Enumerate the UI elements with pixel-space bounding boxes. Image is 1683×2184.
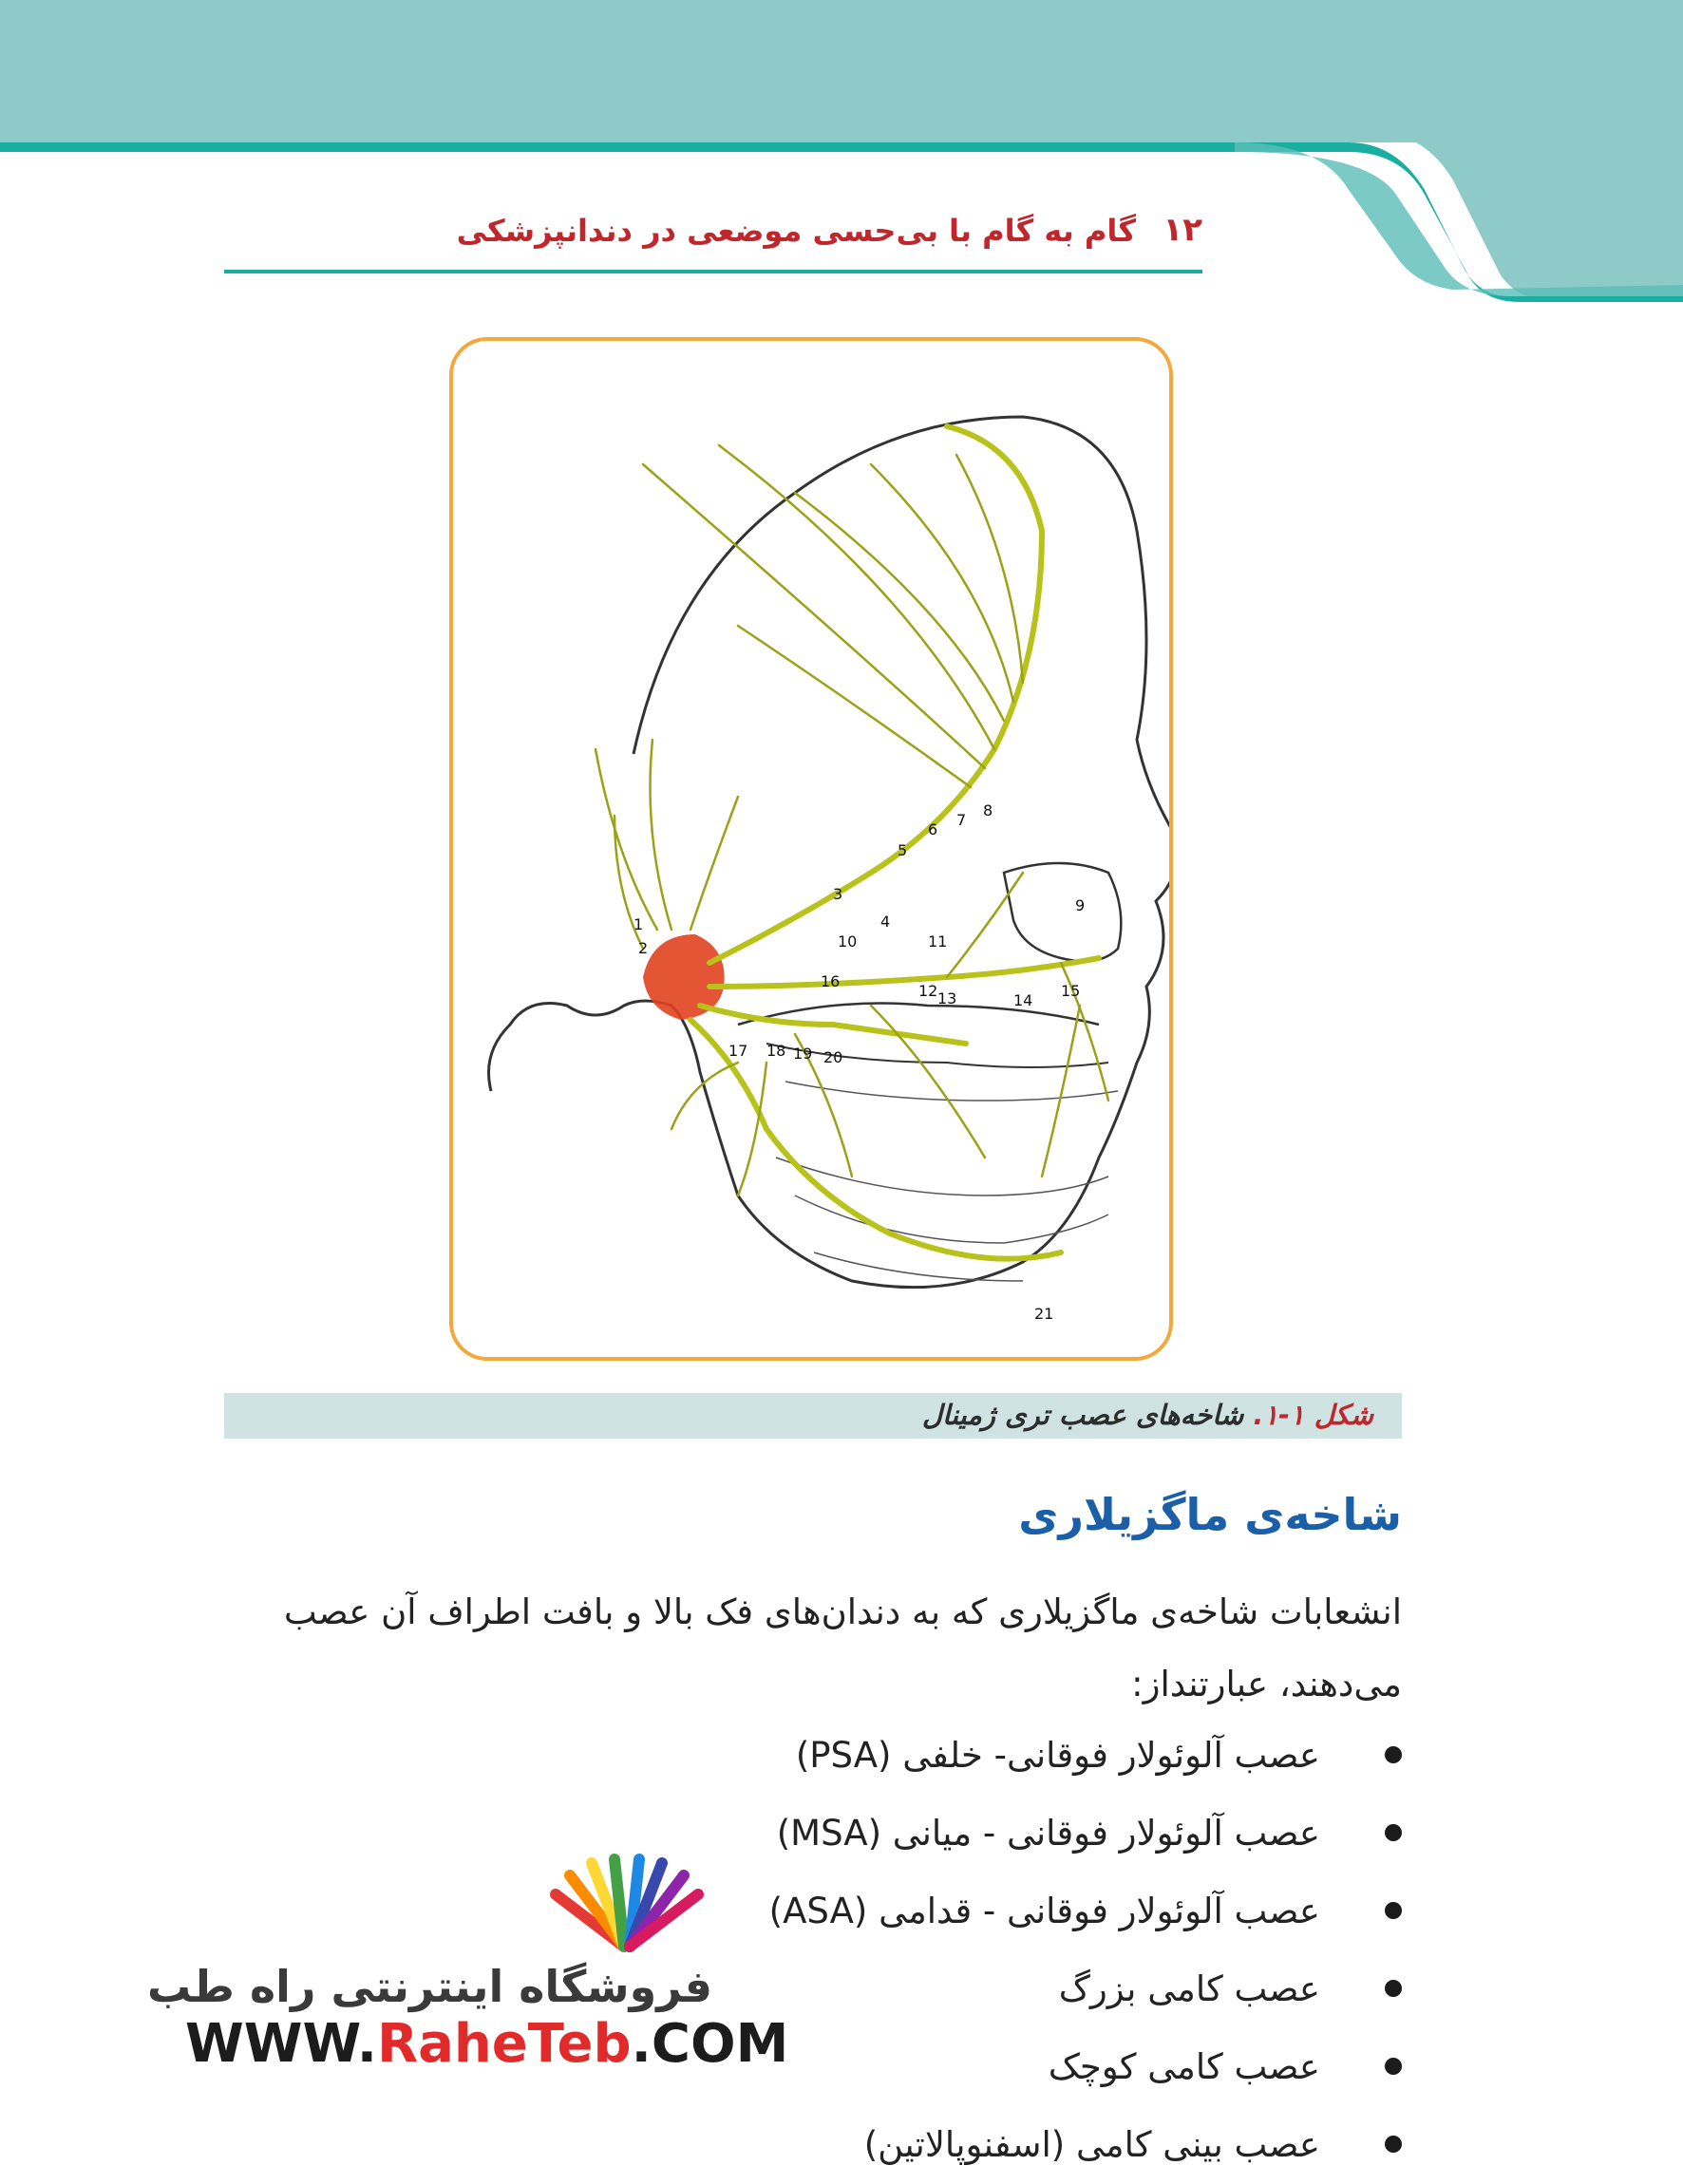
bullet-icon (1385, 1980, 1402, 1997)
figure-title: شاخه‌های عصب تری ژمینال (921, 1399, 1244, 1431)
header-rule (224, 270, 1202, 273)
nerve-label-20: 20 (823, 1048, 843, 1066)
nerve-label-3: 3 (833, 885, 843, 903)
nerve-label-15: 15 (1061, 982, 1081, 1000)
bullet-icon (1385, 1824, 1402, 1841)
nerve-label-16: 16 (821, 972, 841, 990)
figure-caption (224, 1393, 1402, 1439)
store-url (185, 2013, 789, 2075)
store-url-suffix: .COM (631, 2013, 789, 2075)
figure-caption-text (922, 1399, 1373, 1431)
trigeminal-nerve-illustration (453, 341, 1169, 1357)
book-title: گام به گام با بی‌حسی موضعی در دندانپزشکی (456, 213, 1136, 249)
nerve-label-17: 17 (728, 1042, 748, 1060)
bullet-icon (1385, 2136, 1402, 2153)
bullet-icon (1385, 1746, 1402, 1763)
list-item (769, 1950, 1402, 2028)
nerve-label-11: 11 (928, 932, 948, 951)
nerve-label-5: 5 (898, 841, 908, 859)
figure-number: شکل ۱-۱. (1253, 1399, 1373, 1431)
nerve-label-8: 8 (983, 801, 993, 819)
nerve-label-12: 12 (918, 982, 938, 1000)
running-head (224, 201, 1202, 272)
page-number: ۱۲ (1163, 211, 1202, 249)
list-item-text: عصب بینی کامی (اسفنوپالاتین) (863, 2124, 1320, 2165)
list-item (769, 2028, 1402, 2106)
store-url-brand: RaheTeb (377, 2013, 632, 2075)
nerve-label-18: 18 (766, 1042, 786, 1060)
bullet-icon (1385, 2058, 1402, 2075)
list-item-text: عصب آلوئولار فوقانی - میانی (MSA) (776, 1813, 1320, 1854)
bullet-icon (1385, 1902, 1402, 1919)
nerve-label-10: 10 (838, 932, 858, 951)
nerve-label-21: 21 (1034, 1305, 1054, 1323)
store-name: فروشگاه اینترنتی راه طب (146, 1961, 712, 2012)
nerve-label-19: 19 (793, 1045, 813, 1063)
figure-frame (449, 337, 1173, 1361)
list-item-text: عصب آلوئولار فوقانی - قدامی (ASA) (768, 1891, 1320, 1931)
nerve-label-14: 14 (1013, 991, 1033, 1009)
list-item (769, 1795, 1402, 1873)
intro-paragraph-line-1: انشعابات شاخه‌ی ماگزیلاری که به دندان‌های فک بالا و بافت اطراف آن عصب (283, 1591, 1402, 1632)
list-item-text: عصب کامی کوچک (1048, 2046, 1320, 2087)
list-item (769, 2106, 1402, 2184)
section-heading: شاخه‌ی ماگزیلاری (1018, 1489, 1402, 1540)
list-item-text: عصب آلوئولار فوقانی- خلفی (PSA) (795, 1735, 1320, 1776)
intro-paragraph-line-2: می‌دهند، عبارتنداز: (1131, 1664, 1402, 1704)
nerve-label-6: 6 (928, 820, 938, 838)
nerve-label-13: 13 (937, 989, 957, 1007)
nerve-label-1: 1 (633, 915, 644, 933)
maxillary-branch-list (769, 1717, 1402, 2184)
list-item (769, 1717, 1402, 1795)
store-watermark (146, 1852, 789, 2075)
list-item-text: عصب کامی بزرگ (1058, 1968, 1320, 2009)
book-fan-logo-icon (537, 1852, 717, 1956)
nerve-label-7: 7 (956, 811, 967, 829)
nerve-label-9: 9 (1075, 896, 1086, 914)
list-item (769, 1873, 1402, 1950)
nerve-label-4: 4 (880, 913, 891, 931)
nerve-label-2: 2 (638, 939, 649, 957)
store-url-prefix: WWW. (185, 2013, 378, 2075)
